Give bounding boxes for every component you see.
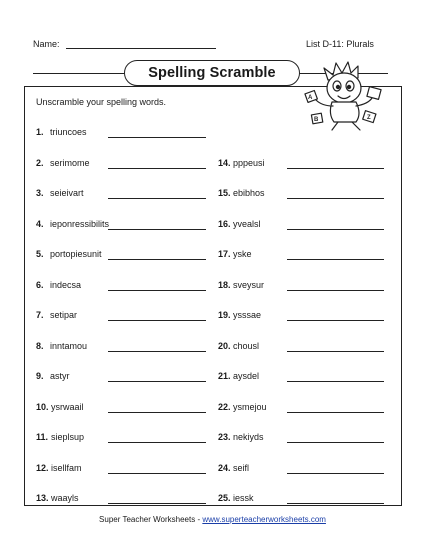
- item-number: 12.: [36, 463, 49, 473]
- item-number: 13.: [36, 493, 49, 503]
- footer-link[interactable]: www.superteacherworksheets.com: [202, 515, 326, 524]
- scrambled-word: sveysur: [233, 280, 265, 290]
- item-number: 21.: [218, 371, 231, 381]
- word-item: [218, 431, 264, 443]
- item-number: 3.: [36, 188, 44, 198]
- word-item: [218, 157, 265, 169]
- svg-text:A: A: [308, 95, 313, 101]
- word-item: [218, 401, 267, 413]
- item-number: 24.: [218, 463, 231, 473]
- item-number: 4.: [36, 219, 44, 229]
- item-number: 9.: [36, 371, 44, 381]
- item-number: 11.: [36, 432, 49, 442]
- scrambled-word: aysdel: [233, 371, 260, 381]
- scrambled-word: yvealsl: [233, 219, 261, 229]
- word-item: [218, 187, 265, 199]
- answer-line[interactable]: [287, 381, 384, 382]
- answer-line[interactable]: [287, 259, 384, 260]
- answer-line[interactable]: [108, 442, 206, 443]
- scrambled-word: ysrwaail: [51, 402, 84, 412]
- footer-text: Super Teacher Worksheets -: [99, 515, 203, 524]
- word-item: [36, 187, 84, 199]
- word-item: [218, 218, 261, 230]
- word-item: [36, 157, 90, 169]
- scrambled-word: astyr: [50, 371, 70, 381]
- scrambled-word: seifl: [233, 463, 250, 473]
- word-item: [218, 309, 261, 321]
- scrambled-word: sieplsup: [51, 432, 85, 442]
- scrambled-word: nekiyds: [233, 432, 264, 442]
- scrambled-word: yske: [233, 249, 252, 259]
- item-number: 18.: [218, 280, 231, 290]
- item-number: 17.: [218, 249, 231, 259]
- scrambled-word: indecsa: [50, 280, 82, 290]
- cartoon-kid-mascot-icon: [298, 58, 390, 132]
- name-input-line[interactable]: [66, 48, 216, 49]
- page-title: Spelling Scramble: [124, 60, 300, 86]
- item-number: 8.: [36, 341, 44, 351]
- scrambled-word: ebibhos: [233, 188, 265, 198]
- answer-line[interactable]: [108, 351, 206, 352]
- item-number: 16.: [218, 219, 231, 229]
- list-label: List D-11: Plurals: [306, 39, 374, 49]
- scrambled-word: portopiesunit: [50, 249, 102, 259]
- answer-line[interactable]: [108, 198, 206, 199]
- item-number: 14.: [218, 158, 231, 168]
- answer-line[interactable]: [108, 381, 206, 382]
- item-number: 20.: [218, 341, 231, 351]
- answer-line[interactable]: [287, 412, 384, 413]
- answer-line[interactable]: [108, 259, 206, 260]
- word-item: [218, 462, 249, 474]
- answer-line[interactable]: [108, 412, 206, 413]
- scrambled-word: chousl: [233, 341, 260, 351]
- word-item: [36, 248, 102, 260]
- word-item: [36, 431, 84, 443]
- answer-line[interactable]: [108, 473, 206, 474]
- answer-line[interactable]: [108, 168, 206, 169]
- item-number: 25.: [218, 493, 231, 503]
- word-item: [36, 401, 84, 413]
- footer: [0, 515, 425, 524]
- worksheet-box: [24, 86, 402, 506]
- word-item: [218, 340, 259, 352]
- scrambled-word: serimome: [50, 158, 90, 168]
- item-number: 6.: [36, 280, 44, 290]
- scrambled-word: seieivart: [50, 188, 84, 198]
- word-item: [36, 309, 77, 321]
- answer-line[interactable]: [287, 290, 384, 291]
- scrambled-word: ysmejou: [233, 402, 267, 412]
- item-number: 2.: [36, 158, 44, 168]
- answer-line[interactable]: [287, 473, 384, 474]
- svg-text:B: B: [314, 117, 319, 123]
- scrambled-word: triuncoes: [50, 127, 87, 137]
- answer-line[interactable]: [287, 198, 384, 199]
- answer-line[interactable]: [287, 442, 384, 443]
- answer-line[interactable]: [287, 320, 384, 321]
- scrambled-word: pppeusi: [233, 158, 265, 168]
- answer-line[interactable]: [108, 229, 206, 230]
- word-item: [36, 126, 87, 138]
- answer-line[interactable]: [108, 137, 206, 138]
- scrambled-word: ysssae: [233, 310, 262, 320]
- item-number: 5.: [36, 249, 44, 259]
- item-number: 15.: [218, 188, 231, 198]
- word-item: [36, 492, 79, 504]
- word-item: [36, 340, 87, 352]
- answer-line[interactable]: [108, 290, 206, 291]
- scrambled-word: isellfam: [51, 463, 82, 473]
- item-number: 19.: [218, 310, 231, 320]
- instructions: Unscramble your spelling words.: [36, 97, 167, 107]
- answer-line[interactable]: [287, 168, 384, 169]
- scrambled-word: inntamou: [50, 341, 88, 351]
- answer-line[interactable]: [108, 503, 206, 504]
- word-item: [36, 370, 70, 382]
- word-item: [218, 248, 252, 260]
- item-number: 1.: [36, 127, 44, 137]
- word-item: [36, 218, 109, 230]
- svg-text:Z: Z: [367, 115, 371, 121]
- word-item: [218, 370, 259, 382]
- answer-line[interactable]: [287, 229, 384, 230]
- answer-line[interactable]: [287, 503, 384, 504]
- item-number: 22.: [218, 402, 231, 412]
- scrambled-word: setipar: [50, 310, 78, 320]
- word-item: [36, 462, 82, 474]
- word-item: [36, 279, 81, 291]
- scrambled-word: iessk: [233, 493, 254, 503]
- scrambled-word: ieponressibilits: [50, 219, 110, 229]
- answer-line[interactable]: [287, 351, 384, 352]
- name-label: Name:: [33, 39, 60, 49]
- item-number: 23.: [218, 432, 231, 442]
- word-item: [218, 492, 254, 504]
- item-number: 7.: [36, 310, 44, 320]
- answer-line[interactable]: [108, 320, 206, 321]
- item-number: 10.: [36, 402, 49, 412]
- word-item: [218, 279, 264, 291]
- scrambled-word: waayls: [51, 493, 79, 503]
